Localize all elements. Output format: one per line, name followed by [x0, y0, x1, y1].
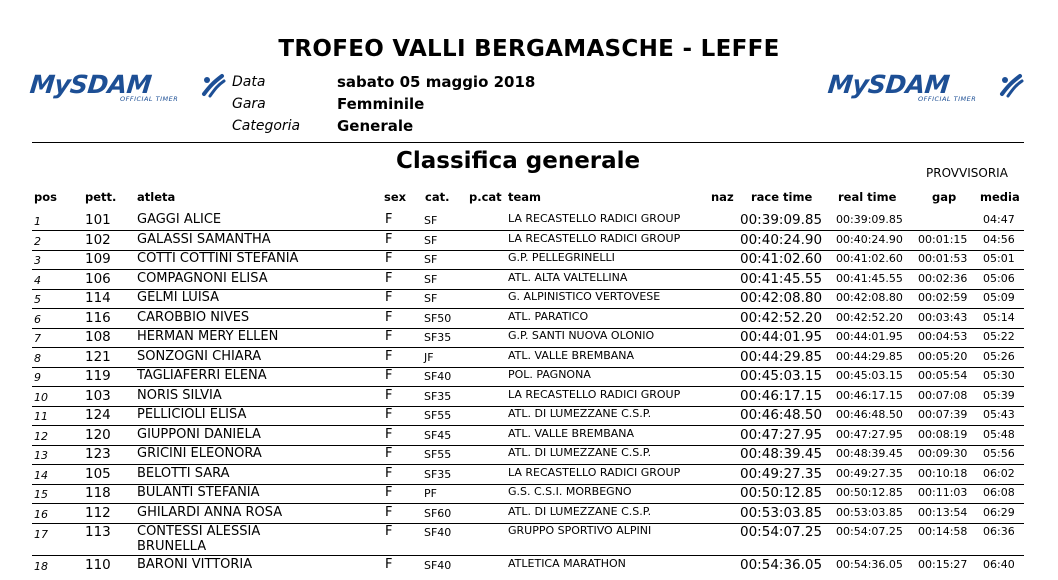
cell-team: LA RECASTELLO RADICI GROUP: [508, 232, 681, 245]
cell-race-time: 00:54:36.05: [740, 557, 823, 573]
cell-pett: 105: [85, 466, 111, 482]
table-row: [0, 328, 1058, 348]
cell-pett: 114: [85, 290, 111, 306]
table-row: [0, 250, 1058, 270]
cell-cat: SF: [424, 214, 438, 227]
cell-media: 05:30: [983, 369, 1015, 382]
cell-media: 05:14: [983, 311, 1015, 324]
cell-media: 05:01: [983, 252, 1015, 265]
cell-sex: F: [385, 271, 393, 286]
cell-atleta: HERMAN MERY ELLEN: [137, 329, 279, 344]
cell-pos: 6: [34, 313, 41, 326]
cell-pett: 119: [85, 368, 111, 384]
cell-media: 06:02: [983, 467, 1015, 480]
col-header-team: team: [508, 190, 542, 204]
col-header-gap: gap: [932, 190, 957, 204]
cell-gap: 00:01:15: [918, 233, 968, 246]
cell-cat: PF: [424, 487, 437, 500]
cell-atleta: GAGGI ALICE: [137, 212, 222, 227]
cell-race-time: 00:48:39.45: [740, 446, 823, 462]
cell-race-time: 00:45:03.15: [740, 368, 823, 384]
cell-gap: 00:03:43: [918, 311, 968, 324]
cell-team: ATLETICA MARATHON: [508, 557, 626, 570]
cell-sex: F: [385, 212, 393, 227]
cell-team: G.P. PELLEGRINELLI: [508, 251, 615, 264]
cell-sex: F: [385, 446, 393, 461]
cell-sex: F: [385, 505, 393, 520]
cell-gap: 00:05:20: [918, 350, 968, 363]
cell-team: LA RECASTELLO RADICI GROUP: [508, 466, 681, 479]
cell-team: G. ALPINISTICO VERTOVESE: [508, 290, 661, 303]
cell-pos: 14: [34, 469, 48, 482]
cell-media: 06:36: [983, 525, 1015, 538]
cell-team: POL. PAGNONA: [508, 368, 591, 381]
cell-pos: 17: [34, 528, 48, 541]
cell-pos: 3: [34, 254, 41, 267]
table-row: [0, 426, 1058, 446]
cell-race-time: 00:50:12.85: [740, 485, 823, 501]
cell-real-time: 00:42:08.80: [836, 291, 903, 304]
cell-atleta: CONTESSI ALESSIA: [137, 524, 261, 539]
cell-atleta: TAGLIAFERRI ELENA: [137, 368, 267, 383]
cell-cat: SF35: [424, 468, 452, 481]
cell-pett: 106: [85, 271, 111, 287]
cell-cat: SF35: [424, 390, 452, 403]
cell-pett: 101: [85, 212, 111, 228]
cell-real-time: 00:46:17.15: [836, 389, 903, 402]
cell-race-time: 00:44:01.95: [740, 329, 823, 345]
mysdam-logo-left: [30, 70, 230, 106]
cell-race-time: 00:44:29.85: [740, 349, 823, 365]
cell-sex: F: [385, 290, 393, 305]
cell-real-time: 00:48:39.45: [836, 447, 903, 460]
cell-media: 06:08: [983, 486, 1015, 499]
cell-media: 05:43: [983, 408, 1015, 421]
cell-pos: 4: [34, 274, 41, 287]
table-row: [0, 367, 1058, 387]
cell-pett: 109: [85, 251, 111, 267]
cell-atleta: BARONI VITTORIA: [137, 557, 253, 572]
mysdam-logo-right: [828, 70, 1028, 106]
cell-gap: 00:04:53: [918, 330, 968, 343]
table-row: [0, 231, 1058, 251]
cell-pos: 13: [34, 449, 48, 462]
cell-real-time: 00:54:36.05: [836, 558, 903, 571]
cell-pos: 12: [34, 430, 48, 443]
cell-pos: 8: [34, 352, 41, 365]
cell-pett: 121: [85, 349, 111, 365]
cell-pett: 103: [85, 388, 111, 404]
table-row: [0, 270, 1058, 290]
col-header-race-time: race time: [751, 190, 813, 204]
cell-pett: 123: [85, 446, 111, 462]
cell-cat: SF: [424, 273, 438, 286]
cell-pos: 10: [34, 391, 48, 404]
cell-media: 06:40: [983, 558, 1015, 571]
cell-race-time: 00:42:52.20: [740, 310, 823, 326]
meta-label-gara: Gara: [232, 96, 266, 112]
cell-atleta: CAROBBIO NIVES: [137, 310, 250, 325]
cell-gap: 00:02:59: [918, 291, 968, 304]
table-row: [0, 387, 1058, 407]
cell-atleta: GRICINI ELEONORA: [137, 446, 262, 461]
cell-atleta: SONZOGNI CHIARA: [137, 349, 262, 364]
cell-gap: 00:08:19: [918, 428, 968, 441]
cell-atleta: COTTI COTTINI STEFANIA: [137, 251, 299, 266]
cell-media: 06:29: [983, 506, 1015, 519]
cell-gap: 00:07:08: [918, 389, 968, 402]
cell-real-time: 00:49:27.35: [836, 467, 903, 480]
cell-real-time: 00:50:12.85: [836, 486, 903, 499]
cell-gap: 00:14:58: [918, 525, 968, 538]
cell-real-time: 00:53:03.85: [836, 506, 903, 519]
cell-race-time: 00:41:45.55: [740, 271, 823, 287]
cell-sex: F: [385, 349, 393, 364]
cell-race-time: 00:39:09.85: [740, 212, 823, 228]
cell-real-time: 00:54:07.25: [836, 525, 903, 538]
cell-gap: 00:11:03: [918, 486, 968, 499]
col-header-sex: sex: [384, 190, 407, 204]
cell-cat: JF: [424, 351, 434, 364]
table-row: [0, 465, 1058, 485]
cell-pett: 118: [85, 485, 111, 501]
cell-pett: 102: [85, 232, 111, 248]
swirl-icon: [998, 72, 1024, 98]
cell-media: 04:47: [983, 213, 1015, 226]
cell-media: 05:09: [983, 291, 1015, 304]
col-header-pett: pett.: [85, 190, 117, 204]
cell-cat: SF55: [424, 409, 452, 422]
cell-race-time: 00:47:27.95: [740, 427, 823, 443]
cell-pos: 18: [34, 560, 48, 573]
cell-sex: F: [385, 466, 393, 481]
cell-media: 05:39: [983, 389, 1015, 402]
cell-sex: F: [385, 251, 393, 266]
cell-sex: F: [385, 368, 393, 383]
col-header-cat: cat.: [425, 190, 450, 204]
cell-media: 05:06: [983, 272, 1015, 285]
logo-tagline: OFFICIAL TIMER: [120, 95, 179, 103]
cell-pett: 124: [85, 407, 111, 423]
cell-cat: SF40: [424, 559, 452, 572]
meta-value-data: sabato 05 maggio 2018: [337, 73, 536, 91]
cell-race-time: 00:42:08.80: [740, 290, 823, 306]
cell-team: G.S. C.S.I. MORBEGNO: [508, 485, 632, 498]
cell-team: GRUPPO SPORTIVO ALPINI: [508, 524, 652, 537]
cell-gap: 00:05:54: [918, 369, 968, 382]
section-title: Classifica generale: [396, 148, 641, 174]
cell-cat: SF50: [424, 312, 452, 325]
table-row: [0, 445, 1058, 465]
cell-real-time: 00:46:48.50: [836, 408, 903, 421]
cell-pett: 113: [85, 524, 111, 540]
cell-sex: F: [385, 524, 393, 539]
cell-pos: 15: [34, 488, 48, 501]
cell-real-time: 00:39:09.85: [836, 213, 903, 226]
cell-team: ATL. DI LUMEZZANE C.S.P.: [508, 407, 652, 420]
col-header-media: media: [980, 190, 1020, 204]
logo-text: MySDAM: [826, 70, 951, 99]
meta-label-categoria: Categoria: [232, 118, 301, 134]
cell-race-time: 00:54:07.25: [740, 524, 823, 540]
cell-cat: SF60: [424, 507, 452, 520]
cell-atleta: GELMI LUISA: [137, 290, 220, 305]
cell-pos: 7: [34, 332, 41, 345]
cell-real-time: 00:40:24.90: [836, 233, 903, 246]
cell-media: 05:56: [983, 447, 1015, 460]
cell-sex: F: [385, 427, 393, 442]
cell-team: ATL. DI LUMEZZANE C.S.P.: [508, 505, 652, 518]
cell-team: G.P. SANTI NUOVA OLONIO: [508, 329, 655, 342]
cell-pett: 110: [85, 557, 111, 573]
cell-pos: 2: [34, 235, 41, 248]
cell-atleta: COMPAGNONI ELISA: [137, 271, 268, 286]
cell-team: ATL. ALTA VALTELLINA: [508, 271, 628, 284]
cell-pett: 120: [85, 427, 111, 443]
cell-race-time: 00:40:24.90: [740, 232, 823, 248]
cell-sex: F: [385, 407, 393, 422]
cell-real-time: 00:44:29.85: [836, 350, 903, 363]
cell-gap: 00:01:53: [918, 252, 968, 265]
cell-team: ATL. VALLE BREMBANA: [508, 427, 635, 440]
page-title: TROFEO VALLI BERGAMASCHE - LEFFE: [278, 36, 780, 62]
cell-pos: 16: [34, 508, 48, 521]
cell-sex: F: [385, 485, 393, 500]
cell-pos: 9: [34, 371, 41, 384]
cell-cat: SF: [424, 253, 438, 266]
cell-atleta: BULANTI STEFANIA: [137, 485, 260, 500]
cell-race-time: 00:46:48.50: [740, 407, 823, 423]
cell-team: ATL. VALLE BREMBANA: [508, 349, 635, 362]
cell-cat: SF40: [424, 370, 452, 383]
logo-text: MySDAM: [28, 70, 153, 99]
cell-media: 05:26: [983, 350, 1015, 363]
cell-gap: 00:15:27: [918, 558, 968, 571]
cell-cat: SF40: [424, 526, 452, 539]
cell-cat: SF: [424, 292, 438, 305]
cell-gap: 00:07:39: [918, 408, 968, 421]
table-row: [0, 309, 1058, 329]
cell-team: LA RECASTELLO RADICI GROUP: [508, 212, 681, 225]
cell-team: LA RECASTELLO RADICI GROUP: [508, 388, 681, 401]
cell-race-time: 00:53:03.85: [740, 505, 823, 521]
cell-sex: F: [385, 310, 393, 325]
cell-cat: SF55: [424, 448, 452, 461]
meta-value-categoria: Generale: [337, 117, 414, 135]
cell-pett: 116: [85, 310, 111, 326]
col-header-pos: pos: [34, 190, 57, 204]
meta-value-gara: Femminile: [337, 95, 425, 113]
cell-real-time: 00:41:45.55: [836, 272, 903, 285]
table-row: [0, 484, 1058, 504]
cell-atleta: GALASSI SAMANTHA: [137, 232, 271, 247]
cell-real-time: 00:42:52.20: [836, 311, 903, 324]
cell-team: ATL. DI LUMEZZANE C.S.P.: [508, 446, 652, 459]
table-row: [0, 211, 1058, 231]
cell-gap: 00:13:54: [918, 506, 968, 519]
col-header-atleta: atleta: [137, 190, 176, 204]
table-row: [0, 523, 1058, 556]
cell-gap: 00:09:30: [918, 447, 968, 460]
table-row: [0, 406, 1058, 426]
col-header-naz: naz: [711, 190, 734, 204]
cell-sex: F: [385, 329, 393, 344]
cell-pett: 108: [85, 329, 111, 345]
cell-cat: SF: [424, 234, 438, 247]
cell-sex: F: [385, 557, 393, 572]
table-row: [0, 556, 1058, 576]
cell-real-time: 00:41:02.60: [836, 252, 903, 265]
cell-real-time: 00:44:01.95: [836, 330, 903, 343]
cell-atleta: NORIS SILVIA: [137, 388, 222, 403]
cell-sex: F: [385, 388, 393, 403]
cell-race-time: 00:46:17.15: [740, 388, 823, 404]
cell-gap: 00:02:36: [918, 272, 968, 285]
cell-real-time: 00:47:27.95: [836, 428, 903, 441]
cell-team: ATL. PARATICO: [508, 310, 589, 323]
cell-pos: 11: [34, 410, 48, 423]
cell-atleta: GHILARDI ANNA ROSA: [137, 505, 283, 520]
table-row: [0, 348, 1058, 368]
cell-atleta-line2: BRUNELLA: [137, 539, 207, 554]
cell-media: 05:48: [983, 428, 1015, 441]
cell-real-time: 00:45:03.15: [836, 369, 903, 382]
cell-atleta: PELLICIOLI ELISA: [137, 407, 247, 422]
meta-label-data: Data: [232, 74, 266, 90]
table-row: [0, 504, 1058, 524]
cell-pos: 5: [34, 293, 41, 306]
cell-cat: SF45: [424, 429, 452, 442]
cell-media: 04:56: [983, 233, 1015, 246]
cell-pos: 1: [34, 215, 41, 228]
cell-race-time: 00:41:02.60: [740, 251, 823, 267]
cell-gap: 00:10:18: [918, 467, 968, 480]
header-divider: [32, 142, 1024, 143]
status-label: PROVVISORIA: [926, 166, 1008, 180]
col-header-pcat: p.cat: [469, 190, 502, 204]
table-row: [0, 289, 1058, 309]
cell-pett: 112: [85, 505, 111, 521]
swirl-icon: [200, 72, 226, 98]
logo-tagline: OFFICIAL TIMER: [918, 95, 977, 103]
cell-sex: F: [385, 232, 393, 247]
cell-atleta: BELOTTI SARA: [137, 466, 230, 481]
cell-media: 05:22: [983, 330, 1015, 343]
cell-cat: SF35: [424, 331, 452, 344]
cell-atleta: GIUPPONI DANIELA: [137, 427, 261, 442]
cell-race-time: 00:49:27.35: [740, 466, 823, 482]
col-header-real-time: real time: [838, 190, 897, 204]
